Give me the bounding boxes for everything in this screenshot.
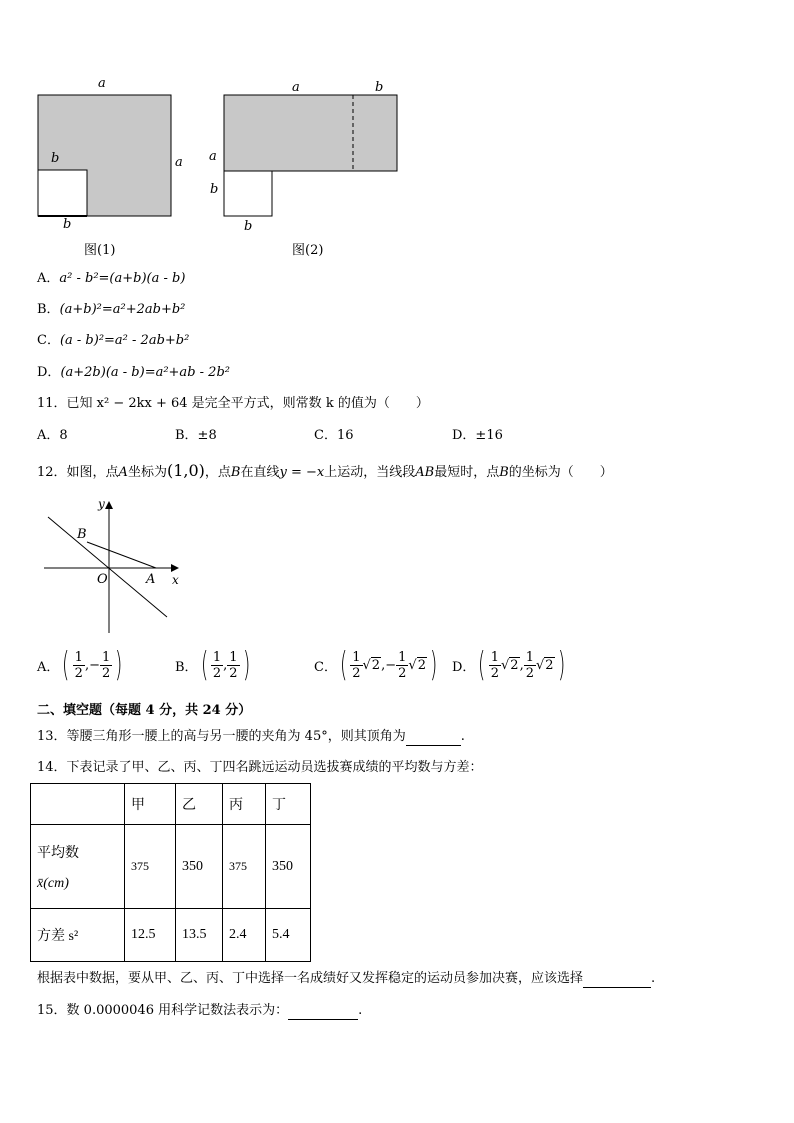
table-row xyxy=(31,909,311,962)
q11-option-a: A．8 xyxy=(37,428,68,443)
q12-option-a: A． ( $\frac{1}{2}$ , − $\frac{1}{2}$ ) xyxy=(37,645,123,685)
fraction: $\frac{1}{2}$ xyxy=(525,649,534,681)
table-header-cell: 乙 xyxy=(176,784,223,825)
paren-open: ( xyxy=(339,645,348,685)
fig2-label-a-top: a xyxy=(292,80,300,95)
q11-stem: 11．已知 x² − 2kx + 64 是完全平方式，则常数 k 的值为（ ） xyxy=(37,396,429,411)
q10-option-a: A．a² - b²=(a+b)(a - b) xyxy=(37,271,186,286)
table-header-cell: 丁 xyxy=(266,784,311,825)
q12-option-c: C． ( $\frac{1}{2}$ √2 , − $\frac{1}{2}$ √2 ) xyxy=(314,645,438,685)
table-cell: 375 xyxy=(125,825,176,909)
table-header-cell: 甲 xyxy=(125,784,176,825)
fraction: $\frac{1}{2}$ xyxy=(229,649,238,681)
fig1-label-a-right: a xyxy=(175,155,183,170)
fig2-label-b-left: b xyxy=(210,182,219,197)
fig1-label-b-inner: b xyxy=(51,151,60,166)
graph-a-label: A xyxy=(146,572,156,587)
paren-close: ) xyxy=(557,645,565,685)
q10-option-d: D．(a+2b)(a - b)=a²+ab - 2b² xyxy=(37,365,230,380)
table-cell: 12.5 xyxy=(125,909,176,962)
fig2-label-b-bottom: b xyxy=(244,219,253,234)
table-header-row xyxy=(31,784,311,825)
table-cell: 2.4 xyxy=(223,909,266,962)
q11-option-c: C．16 xyxy=(314,428,354,443)
table-row xyxy=(31,825,311,909)
q12-option-b: B． ( $\frac{1}{2}$ , $\frac{1}{2}$ ) xyxy=(175,645,250,685)
fraction: $\frac{1}{2}$ xyxy=(490,649,499,681)
graph-b-label: B xyxy=(77,527,87,542)
paren-open: ( xyxy=(478,645,486,685)
answer-blank[interactable] xyxy=(288,1003,358,1020)
q12-option-d: D． ( $\frac{1}{2}$ √2 , $\frac{1}{2}$ √2 ) xyxy=(452,645,565,685)
score-table xyxy=(30,783,311,962)
fig2-caption: 图(2) xyxy=(292,243,324,258)
row-label-variance: 方差 s² xyxy=(31,909,125,962)
fig2-label-b-top: b xyxy=(375,80,384,95)
rectangle-ab xyxy=(224,95,397,171)
sqrt: √2 xyxy=(500,657,519,673)
q12-stem: 12．如图，点A坐标为(1,0)，点B在直线y = −x上运动，当线段AB最短时，点B的坐标为（ ） xyxy=(37,461,613,480)
q10-option-b: B．(a+b)²=a²+2ab+b² xyxy=(37,302,186,317)
fraction: $\frac{1}{2}$ xyxy=(101,649,111,681)
graph-y-label: y xyxy=(98,497,105,511)
table-cell: 350 xyxy=(266,825,311,909)
sqrt: √2 xyxy=(535,657,554,673)
square-b xyxy=(224,171,272,216)
fraction: $\frac{1}{2}$ xyxy=(74,649,83,681)
table-header-cell xyxy=(31,784,125,825)
table-cell: 350 xyxy=(176,825,223,909)
paren-close: ) xyxy=(242,645,250,685)
q11-option-b: B．±8 xyxy=(175,428,217,443)
fraction: $\frac{1}{2}$ xyxy=(352,649,361,681)
q14-stem: 14．下表记录了甲、乙、丙、丁四名跳远运动员选拔赛成绩的平均数与方差： xyxy=(37,760,483,775)
square-b xyxy=(38,170,87,216)
line-y-neg-x xyxy=(48,517,167,617)
q15: 15．数 0.0000046 用科学记数法表示为： . xyxy=(37,1003,363,1018)
q14-tail: 根据表中数据，要从甲、乙、丙、丁中选择一名成绩好又发挥稳定的运动员参加决赛，应该选择 . xyxy=(37,971,656,986)
sqrt: √2 xyxy=(362,657,381,673)
graph-x-label: x xyxy=(172,573,179,587)
answer-blank[interactable] xyxy=(406,729,461,746)
sqrt: √2 xyxy=(408,657,426,673)
q11-option-d: D．±16 xyxy=(452,428,503,443)
answer-blank[interactable] xyxy=(583,971,651,988)
fig1-label-a-top: a xyxy=(98,76,106,91)
section-2-title: 二、填空题（每题 4 分，共 24 分） xyxy=(37,703,252,718)
fig1-label-b-bottom: b xyxy=(63,217,72,232)
paren-close: ) xyxy=(115,645,123,685)
table-header-cell: 丙 xyxy=(223,784,266,825)
q13: 13．等腰三角形一腰上的高与另一腰的夹角为 45°，则其顶角为 . xyxy=(37,729,465,744)
paren-open: ( xyxy=(200,645,208,685)
table-cell: 5.4 xyxy=(266,909,311,962)
fig2-label-a-left: a xyxy=(209,149,217,164)
fraction: $\frac{1}{2}$ xyxy=(398,649,407,681)
row-label-mean: 平均数 x̄(cm) xyxy=(31,825,125,909)
paren-close: ) xyxy=(429,645,438,685)
table-cell: 13.5 xyxy=(176,909,223,962)
q12-graph xyxy=(40,495,190,635)
q10-option-c: C．(a - b)²=a² - 2ab+b² xyxy=(37,333,190,348)
graph-o-label: O xyxy=(97,572,108,587)
fraction: $\frac{1}{2}$ xyxy=(212,649,222,681)
fig1-caption: 图(1) xyxy=(84,243,116,258)
segment-ab xyxy=(87,542,156,568)
paren-open: ( xyxy=(62,645,70,685)
figure-2-diagram xyxy=(215,85,405,225)
table-cell: 375 xyxy=(223,825,266,909)
